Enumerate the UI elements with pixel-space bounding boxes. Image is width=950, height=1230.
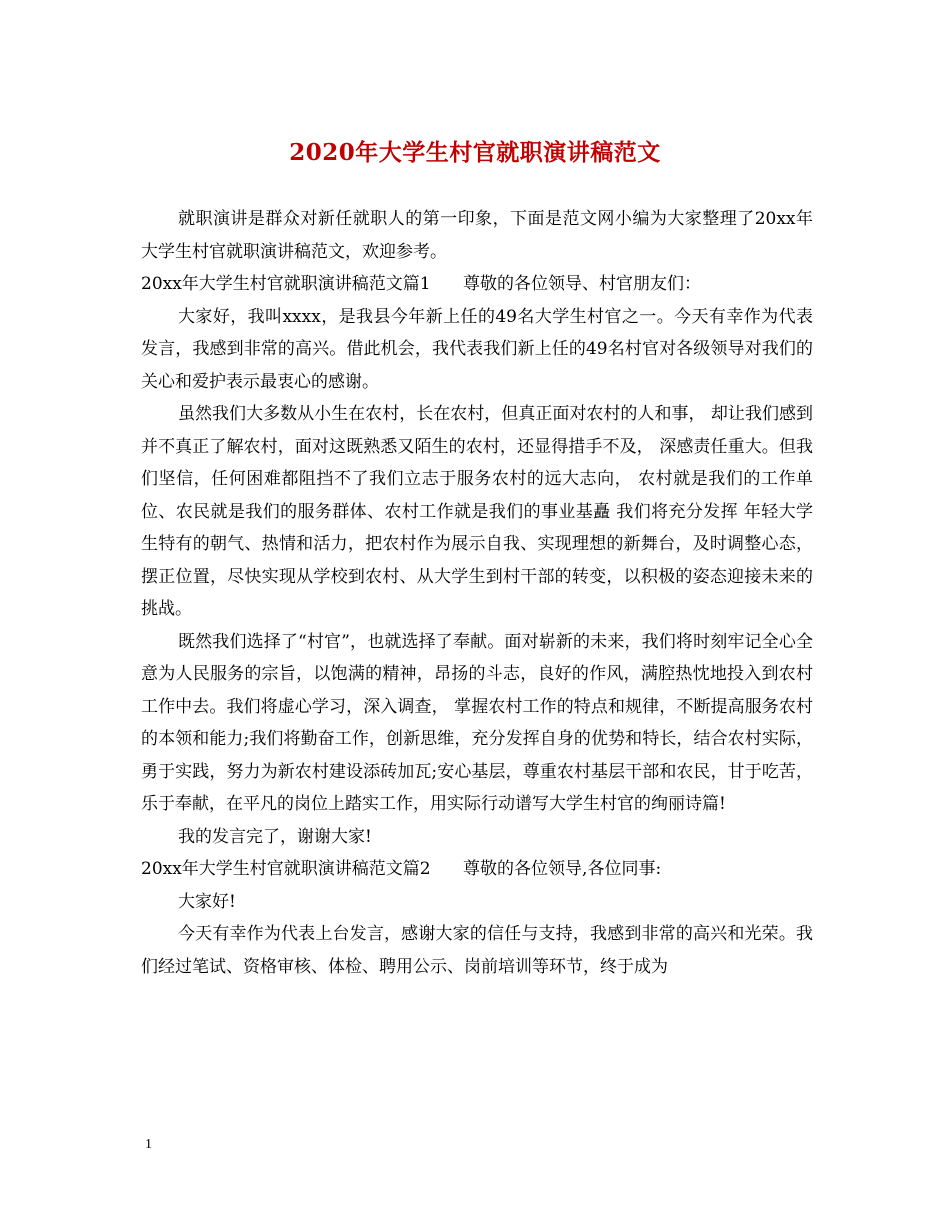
page-number: 1	[145, 1137, 152, 1152]
document-body	[141, 203, 813, 983]
speech-1-paragraph-1: 大家好，我叫xxxx，是我县今年新上任的49名大学生村官之一。今天有幸作为代表发言，我感到非常的高兴。借此机会，我代表我们新上任的49名村官对各级领导对我们的关心和爱护表示最衷心的感谢。	[141, 306, 813, 392]
speech-1-heading: 20xx年大学生村官就职演讲稿范文篇1 尊敬的各位领导、村官朋友们：	[141, 274, 702, 294]
document-title: 2020年大学生村官就职演讲稿范文	[289, 139, 661, 166]
speech-2-paragraph-1: 今天有幸作为代表上台发言，感谢大家的信任与支持，我感到非常的高兴和光荣。我们经过笔试、资格审核、体检、聘用公示、岗前培训等环节，终于成为	[141, 924, 813, 977]
speech-1-paragraph-2: 虽然我们大多数从小生在农村，长在农村，但真正面对农村的人和事， 却让我们感到并不真正了解农村，面对这既熟悉又陌生的农村，还显得措手不及， 深感责任重大。但我们坚信，任何困难都阻挡不了我们立志于服务农村的远大志向， 农村就是我们的工作单位、农民就是我们的服务群体、农村工作就是我们的事业基矗 我们将充分发挥 年轻大学生特有的朝气、热情和活力，把农村作为展示自我、实现理想的新舞台，及时调整心态，摆正位置，尽快实现从学校到农村、从大学生到村干部的转变，以积极的姿态迎接未来的挑战。	[141, 404, 813, 619]
intro-paragraph: 就职演讲是群众对新任就职人的第一印象，下面是范文网小编为大家整理了20xx年大学生村官就职演讲稿范文，欢迎参考。	[141, 209, 813, 262]
speech-1-paragraph-3: 既然我们选择了“村官”，也就选择了奉献。面对崭新的未来，我们将时刻牢记全心全意为人民服务的宗旨，以饱满的精神，昂扬的斗志，良好的作风，满腔热忱地投入到农村工作中去。我们将虚心学习，深入调查， 掌握农村工作的特点和规律，不断提高服务农村的本领和能力;我们将勤奋工作，创新思维，充分发挥自身的优势和特长，结合农村实际，勇于实践，努力为新农村建设添砖加瓦;安心基层，尊重农村基层干部和农民，甘于吃苦，乐于奉献，在平凡的岗位上踏实工作，用实际行动谱写大学生村官的绚丽诗篇!	[141, 631, 813, 814]
speech-1-closing: 我的发言完了，谢谢大家!	[178, 826, 372, 847]
speech-2-heading: 20xx年大学生村官就职演讲稿范文篇2 尊敬的各位领导,各位同事:	[141, 859, 662, 879]
speech-2-greeting: 大家好!	[178, 891, 236, 912]
